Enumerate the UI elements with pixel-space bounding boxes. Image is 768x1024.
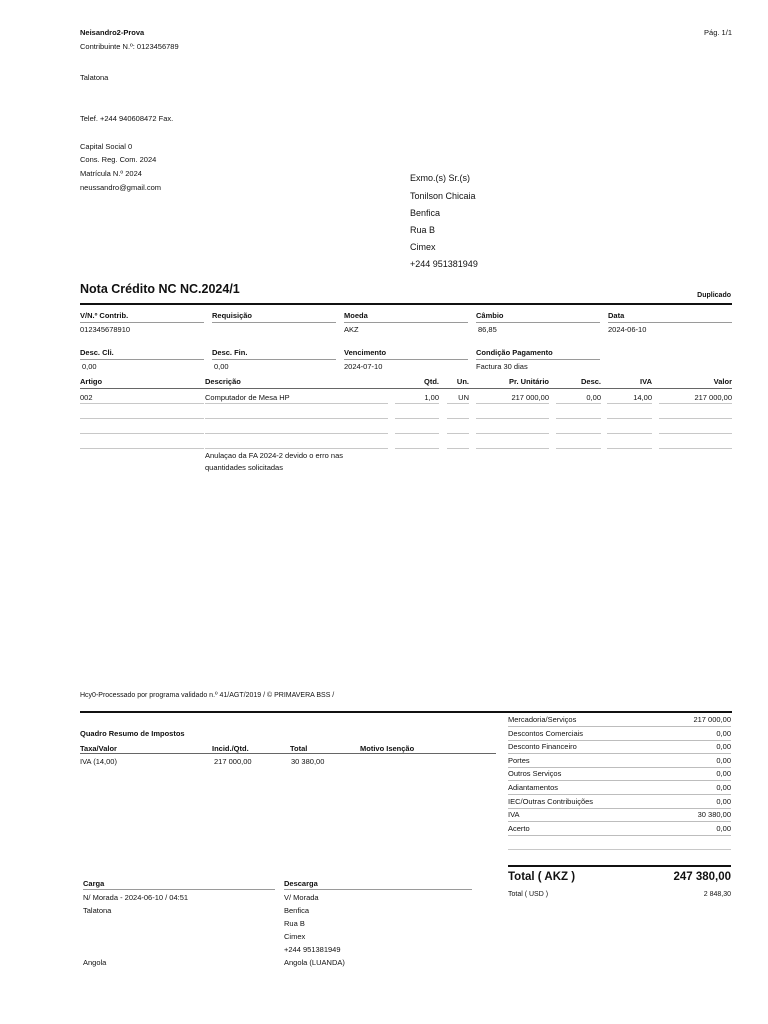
tax-col-taxa: Taxa/Valor [80, 744, 117, 753]
info-label-cambio: Câmbio [476, 311, 504, 320]
carga-line-1: N/ Morada - 2024-06-10 / 04:51 [83, 893, 189, 902]
info-value-desc-fin: 0,00 [214, 362, 229, 371]
info-label-desc-cli: Desc. Cli. [80, 348, 114, 357]
info-label-desc-fin: Desc. Fin. [212, 348, 248, 357]
tax-row-incid: 217 000,00 [214, 757, 252, 766]
summary-label: IVA [508, 810, 520, 820]
row-descricao: Computador de Mesa HP [205, 393, 290, 402]
summary-value: 217 000,00 [693, 715, 731, 724]
info-label-condicao: Condição Pagamento [476, 348, 553, 357]
total-label: Total ( AKZ ) [508, 871, 576, 883]
carga-line-6: Angola [83, 958, 107, 967]
info-value-desc-cli: 0,00 [82, 362, 97, 371]
summary-row [508, 740, 731, 754]
company-email: neussandro@gmail.com [80, 183, 161, 192]
info-label-moeda: Moeda [344, 311, 368, 320]
company-name: Neisandro2-Prova [80, 28, 145, 37]
row-iva: 14,00 [633, 393, 652, 402]
info-value-cambio: 86,85 [478, 325, 497, 334]
col-preco: Pr. Unitário [508, 377, 549, 386]
tax-row-taxa: IVA (14,00) [80, 757, 117, 766]
summary-label: Desconto Financeiro [508, 742, 577, 752]
info-label-contrib: V/N.º Contrib. [80, 311, 129, 320]
company-cons: Cons. Reg. Com. 2024 [80, 155, 157, 164]
summary-row [508, 795, 731, 809]
customer-line2: Rua B [410, 225, 436, 235]
summary-value: 0,00 [716, 823, 731, 833]
col-qtd: Qtd. [424, 377, 439, 386]
descarga-title: Descarga [284, 879, 318, 888]
page-number: Pág. 1/1 [704, 28, 732, 37]
company-nif: Contribuinte N.º: 0123456789 [80, 42, 179, 51]
total-value: 247 380,00 [673, 871, 731, 883]
row-preco: 217 000,00 [511, 393, 549, 402]
descarga-line-1: V/ Morada [284, 893, 319, 902]
info-value-moeda: AKZ [344, 325, 359, 334]
tax-title: Quadro Resumo de Impostos [80, 729, 185, 738]
row-desc: 0,00 [586, 393, 601, 402]
customer-line3: Cimex [410, 242, 436, 252]
item-note-line-2: quantidades solicitadas [205, 463, 283, 472]
row-qtd: 1,00 [424, 393, 439, 402]
tax-col-motivo: Motivo Isenção [360, 744, 415, 753]
summary-label: Descontos Comerciais [508, 728, 584, 738]
total-usd-label: Total ( USD ) [508, 891, 549, 898]
tax-row-total: 30 380,00 [291, 757, 325, 766]
total-usd-value: 2 848,30 [703, 891, 731, 898]
item-note-line-1: Anulaçao da FA 2024-2 devido o erro nas [205, 451, 344, 460]
row-un: UN [458, 393, 469, 402]
title-divider [80, 303, 732, 305]
summary-row [508, 754, 731, 768]
summary-row [508, 822, 731, 836]
summary-row [508, 767, 731, 781]
info-value-vencimento: 2024-07-10 [344, 362, 383, 371]
descarga-line-3: Rua B [284, 919, 305, 928]
summary-label: Adiantamentos [508, 783, 559, 792]
carga-title: Carga [83, 879, 105, 888]
col-valor: Valor [713, 377, 732, 386]
summary-label: Acerto [508, 823, 530, 833]
summary-row [508, 781, 731, 795]
summary-label: Outros Serviços [508, 769, 562, 779]
company-matricula: Matrícula N.º 2024 [80, 169, 142, 178]
company-address: Talatona [80, 73, 109, 82]
summary-row [508, 727, 731, 741]
info-label-data: Data [608, 311, 625, 320]
software-note: Hcy0-Processado por programa validado n.º 41/AGT/2019 / © PRIMAVERA BSS / [80, 692, 335, 699]
carga-line-2: Talatona [83, 906, 112, 915]
summary-label: Portes [508, 755, 530, 765]
info-label-requisicao: Requisição [212, 311, 253, 320]
summary-value: 0,00 [716, 742, 731, 752]
row-valor: 217 000,00 [694, 393, 732, 402]
copy-label: Duplicado [697, 292, 731, 299]
company-phone: Telef. +244 940608472 Fax. [80, 114, 174, 123]
col-desc: Desc. [580, 377, 601, 386]
summary-row [508, 808, 731, 822]
col-iva: IVA [640, 377, 652, 386]
customer-line1: Benfica [410, 208, 441, 218]
descarga-line-6: Angola (LUANDA) [284, 958, 345, 967]
col-descricao: Descrição [205, 377, 241, 386]
company-capital: Capital Social 0 [80, 142, 133, 151]
tax-col-total: Total [290, 744, 308, 753]
customer-name: Tonilson Chicaia [410, 191, 476, 201]
info-value-condicao: Factura 30 dias [476, 362, 528, 371]
descarga-line-2: Benfica [284, 906, 310, 915]
customer-salutation: Exmo.(s) Sr.(s) [410, 173, 470, 183]
summary-value: 0,00 [716, 755, 731, 765]
info-label-vencimento: Vencimento [344, 348, 387, 357]
tax-col-incid: Incid./Qtd. [212, 744, 249, 753]
document-title: Nota Crédito NC NC.2024/1 [80, 282, 240, 296]
summary-label: IEC/Outras Contribuições [508, 796, 594, 806]
summary-label: Mercadoria/Serviços [508, 715, 577, 724]
summary-value: 0,00 [716, 783, 731, 792]
summary-value: 0,00 [716, 728, 731, 738]
total-divider [508, 865, 731, 867]
summary-value: 30 380,00 [697, 810, 731, 820]
descarga-line-4: Cimex [284, 932, 306, 941]
col-un: Un. [456, 377, 469, 386]
summary-value: 0,00 [716, 769, 731, 779]
summary-row [508, 713, 731, 727]
info-value-contrib: 012345678910 [80, 325, 131, 334]
summary-value: 0,00 [716, 796, 731, 806]
customer-phone: +244 951381949 [410, 259, 478, 269]
info-value-data: 2024-06-10 [608, 325, 647, 334]
col-artigo: Artigo [80, 377, 103, 386]
row-artigo: 002 [80, 393, 93, 402]
descarga-line-5: +244 951381949 [284, 945, 341, 954]
